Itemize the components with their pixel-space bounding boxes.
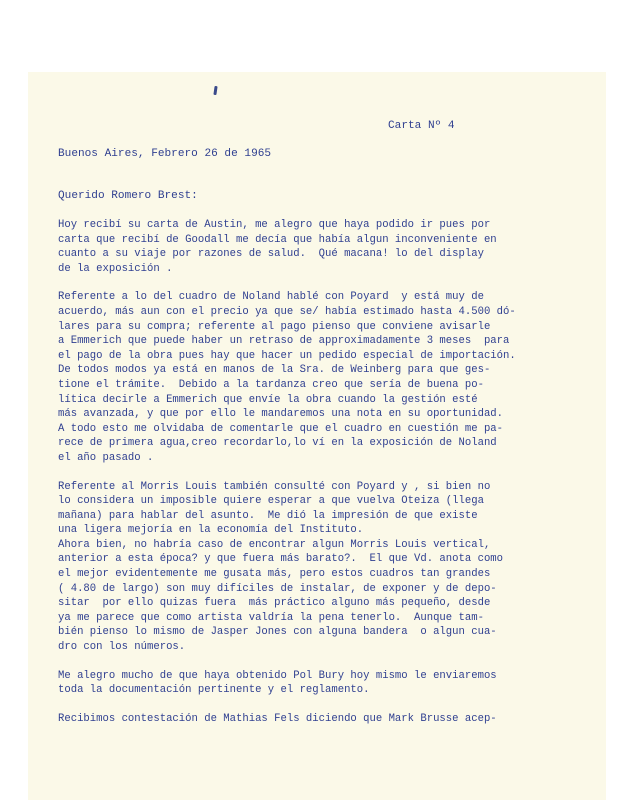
text-line: Hoy recibí su carta de Austin, me alegro que haya podido ir pues por (58, 219, 491, 231)
text-line: lo considera un imposible quiere esperar a que vuelva Oteiza (llega (58, 495, 484, 508)
text-line: tione el trámite. Debido a la tardanza creo que sería de buena po- (58, 378, 484, 391)
text-line: el mejor evidentemente me gusata más, pero estos cuadros tan grandes (58, 568, 491, 581)
paragraph-morris-louis (58, 480, 588, 655)
text-line: De todos modos ya está en manos de la Sra. de Weinberg para que ges- (58, 364, 491, 377)
text-line: cuanto a su viaje por razones de salud. Qué macana! lo del display (58, 248, 484, 261)
letter-number: Carta Nº 4 (388, 120, 455, 132)
text-line: rece de primera agua,creo recordarlo,lo ví en la exposición de Noland (58, 437, 497, 450)
text-line: a Emmerich que puede haber un retraso de approximadamente 3 meses para (58, 335, 510, 348)
text-line: una ligera mejoría en la economía del Instituto. (58, 524, 364, 537)
text-line: Recibimos contestación de Mathias Fels diciendo que Mark Brusse acep- (58, 712, 497, 725)
text-line: el pago de la obra pues hay que hacer un pedido especial de importación. (58, 349, 516, 362)
text-line: más avanzada, y que por ello le mandaremos una nota en su oportunidad. (58, 408, 504, 421)
text-line: mañana) para hablar del asunto. Me dió la impresión de que existe (58, 509, 478, 522)
text-line: de la exposición . (58, 262, 173, 275)
paragraph-mathias-fels (58, 712, 588, 727)
letter-body (58, 218, 588, 740)
text-line: el año pasado . (58, 451, 154, 464)
text-line: ( 4.80 de largo) son muy difíciles de instalar, de exponer y de depo- (58, 582, 497, 595)
ink-mark (213, 86, 217, 95)
text-line: carta que recibí de Goodall me decía que había algun inconveniente en (58, 233, 497, 246)
paragraph-noland (58, 290, 588, 465)
text-line: Ahora bien, no habría caso de encontrar algun Morris Louis vertical, (58, 538, 491, 551)
text-line: ya me parece que como artista valdría la pena tenerlo. Aunque tam- (58, 611, 484, 624)
salutation: Querido Romero Brest: (58, 190, 198, 202)
text-line: lítica decirle a Emmerich que envíe la obra cuando la gestión esté (58, 393, 478, 406)
text-line: toda la documentación pertinente y el reglamento. (58, 684, 370, 697)
text-line: Me alegro mucho de que haya obtenido Pol Bury hoy mismo le enviaremos (58, 669, 497, 682)
text-line: lares para su compra; referente al pago pienso que conviene avisarle (58, 320, 491, 333)
text-line: anterior a esta época? y que fuera más barato?. El que Vd. anota como (58, 553, 504, 566)
text-line: Referente al Morris Louis también consulté con Poyard y , si bien no (58, 480, 491, 493)
paragraph-austin (58, 218, 588, 276)
text-line: A todo esto me olvidaba de comentarle que el cuadro en cuestión me pa- (58, 422, 504, 435)
letter-date: Buenos Aires, Febrero 26 de 1965 (58, 148, 272, 160)
paragraph-pol-bury (58, 669, 588, 698)
text-line: sitar por ello quizas fuera más práctico alguno más pequeño, desde (58, 597, 491, 610)
text-line: Referente a lo del cuadro de Noland hablé con Poyard y está muy de (58, 291, 484, 304)
text-line: acuerdo, más aun con el precio ya que se/ había estimado hasta 4.500 dó- (58, 305, 516, 318)
letter-page (28, 72, 606, 800)
text-line: bién pienso lo mismo de Jasper Jones con alguna bandera o algun cua- (58, 626, 497, 639)
text-line: dro con los números. (58, 641, 186, 654)
